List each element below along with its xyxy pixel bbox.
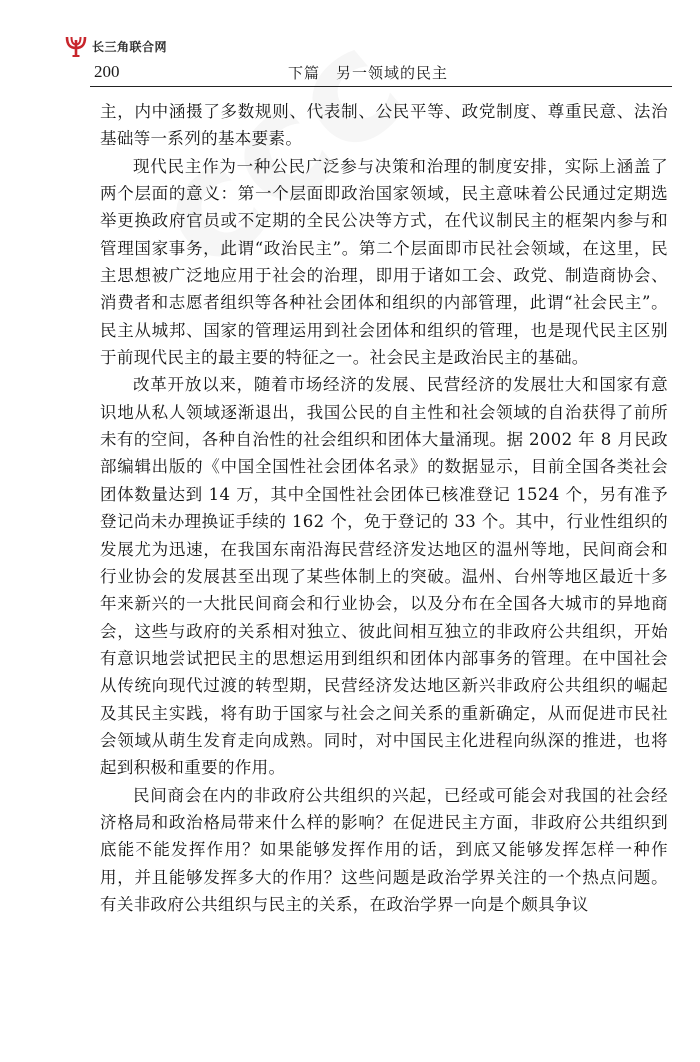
paragraph: 改革开放以来，随着市场经济的发展、民营经济的发展壮大和国家有意识地从私人领域逐渐退出，我国公民的自主性和社会领域的自治获得了前所未有的空间，各种自治性的社会组织和团体大量涌现。据 2002 年 8 月民政部编辑出版的《中国全国性社会团体名录》的数据显示，目前全国各类社会团体数量达到 14 万，其中全国性社会团体已核准登记 1524 个，另有准予登记尚未办理换证手续的 162 个，免于登记的 33 个。其中，行业性组织的发展尤为迅速，在我国东南沿海民营经济发达地区的温州等地，民间商会和行业协会的发展甚至出现了某些体制上的突破。温州、台州等地区最近十多年来新兴的一大批民间商会和行业协会，以及分布在全国各大城市的异地商会，这些与政府的关系相对独立、彼此间相互独立的非政府公共组织，开始有意识地尝试把民主的思想运用到组织和团体内部事务的管理。在中国社会从传统向现代过渡的转型期，民营经济发达地区新兴非政府公共组织的崛起及其民主实践，将有助于国家与社会之间关系的重新确定，从而促进市民社会领域从萌生发育走向成熟。同时，对中国民主化进程向纵深的推进，也将起到积极和重要的作用。 [100,375,668,778]
body-text [100,98,668,918]
running-title: 下篇 另一领域的民主 [288,64,449,82]
site-logo [64,34,167,58]
header-divider [90,86,672,87]
logo-icon [64,34,88,58]
paragraph: 主，内中涵摄了多数规则、代表制、公民平等、政党制度、尊重民意、法治基础等一系列的基本要素。 [100,102,668,149]
page-number: 200 [94,62,120,81]
paragraph: 现代民主作为一种公民广泛参与决策和治理的制度安排，实际上涵盖了两个层面的意义：第一个层面即政治国家领域，民主意味着公民通过定期选举更换政府官员或不定期的全民公决等方式，在代议制民主的框架内参与和管理国家事务，此谓“政治民主”。第二个层面即市民社会领域，在这里，民主思想被广泛地应用于社会的治理，即用于诸如工会、政党、制造商协会、消费者和志愿者组织等各种社会团体和组织的内部管理，此谓“社会民主”。民主从城邦、国家的管理运用到社会团体和组织的管理，也是现代民主区别于前现代民主的最主要的特征之一。社会民主是政治民主的基础。 [100,156,668,368]
logo-text: 长三角联合网 [92,39,168,54]
paragraph: 民间商会在内的非政府公共组织的兴起，已经或可能会对我国的社会经济格局和政治格局带来什么样的影响？在促进民主方面，非政府公共组织到底能不能发挥作用？如果能够发挥作用的话，到底又能够发挥怎样一种作用，并且能够发挥多大的作用？这些问题是政治学界关注的一个热点问题。有关非政府公共组织与民主的关系，在政治学界一向是个颇具争议 [100,785,668,914]
